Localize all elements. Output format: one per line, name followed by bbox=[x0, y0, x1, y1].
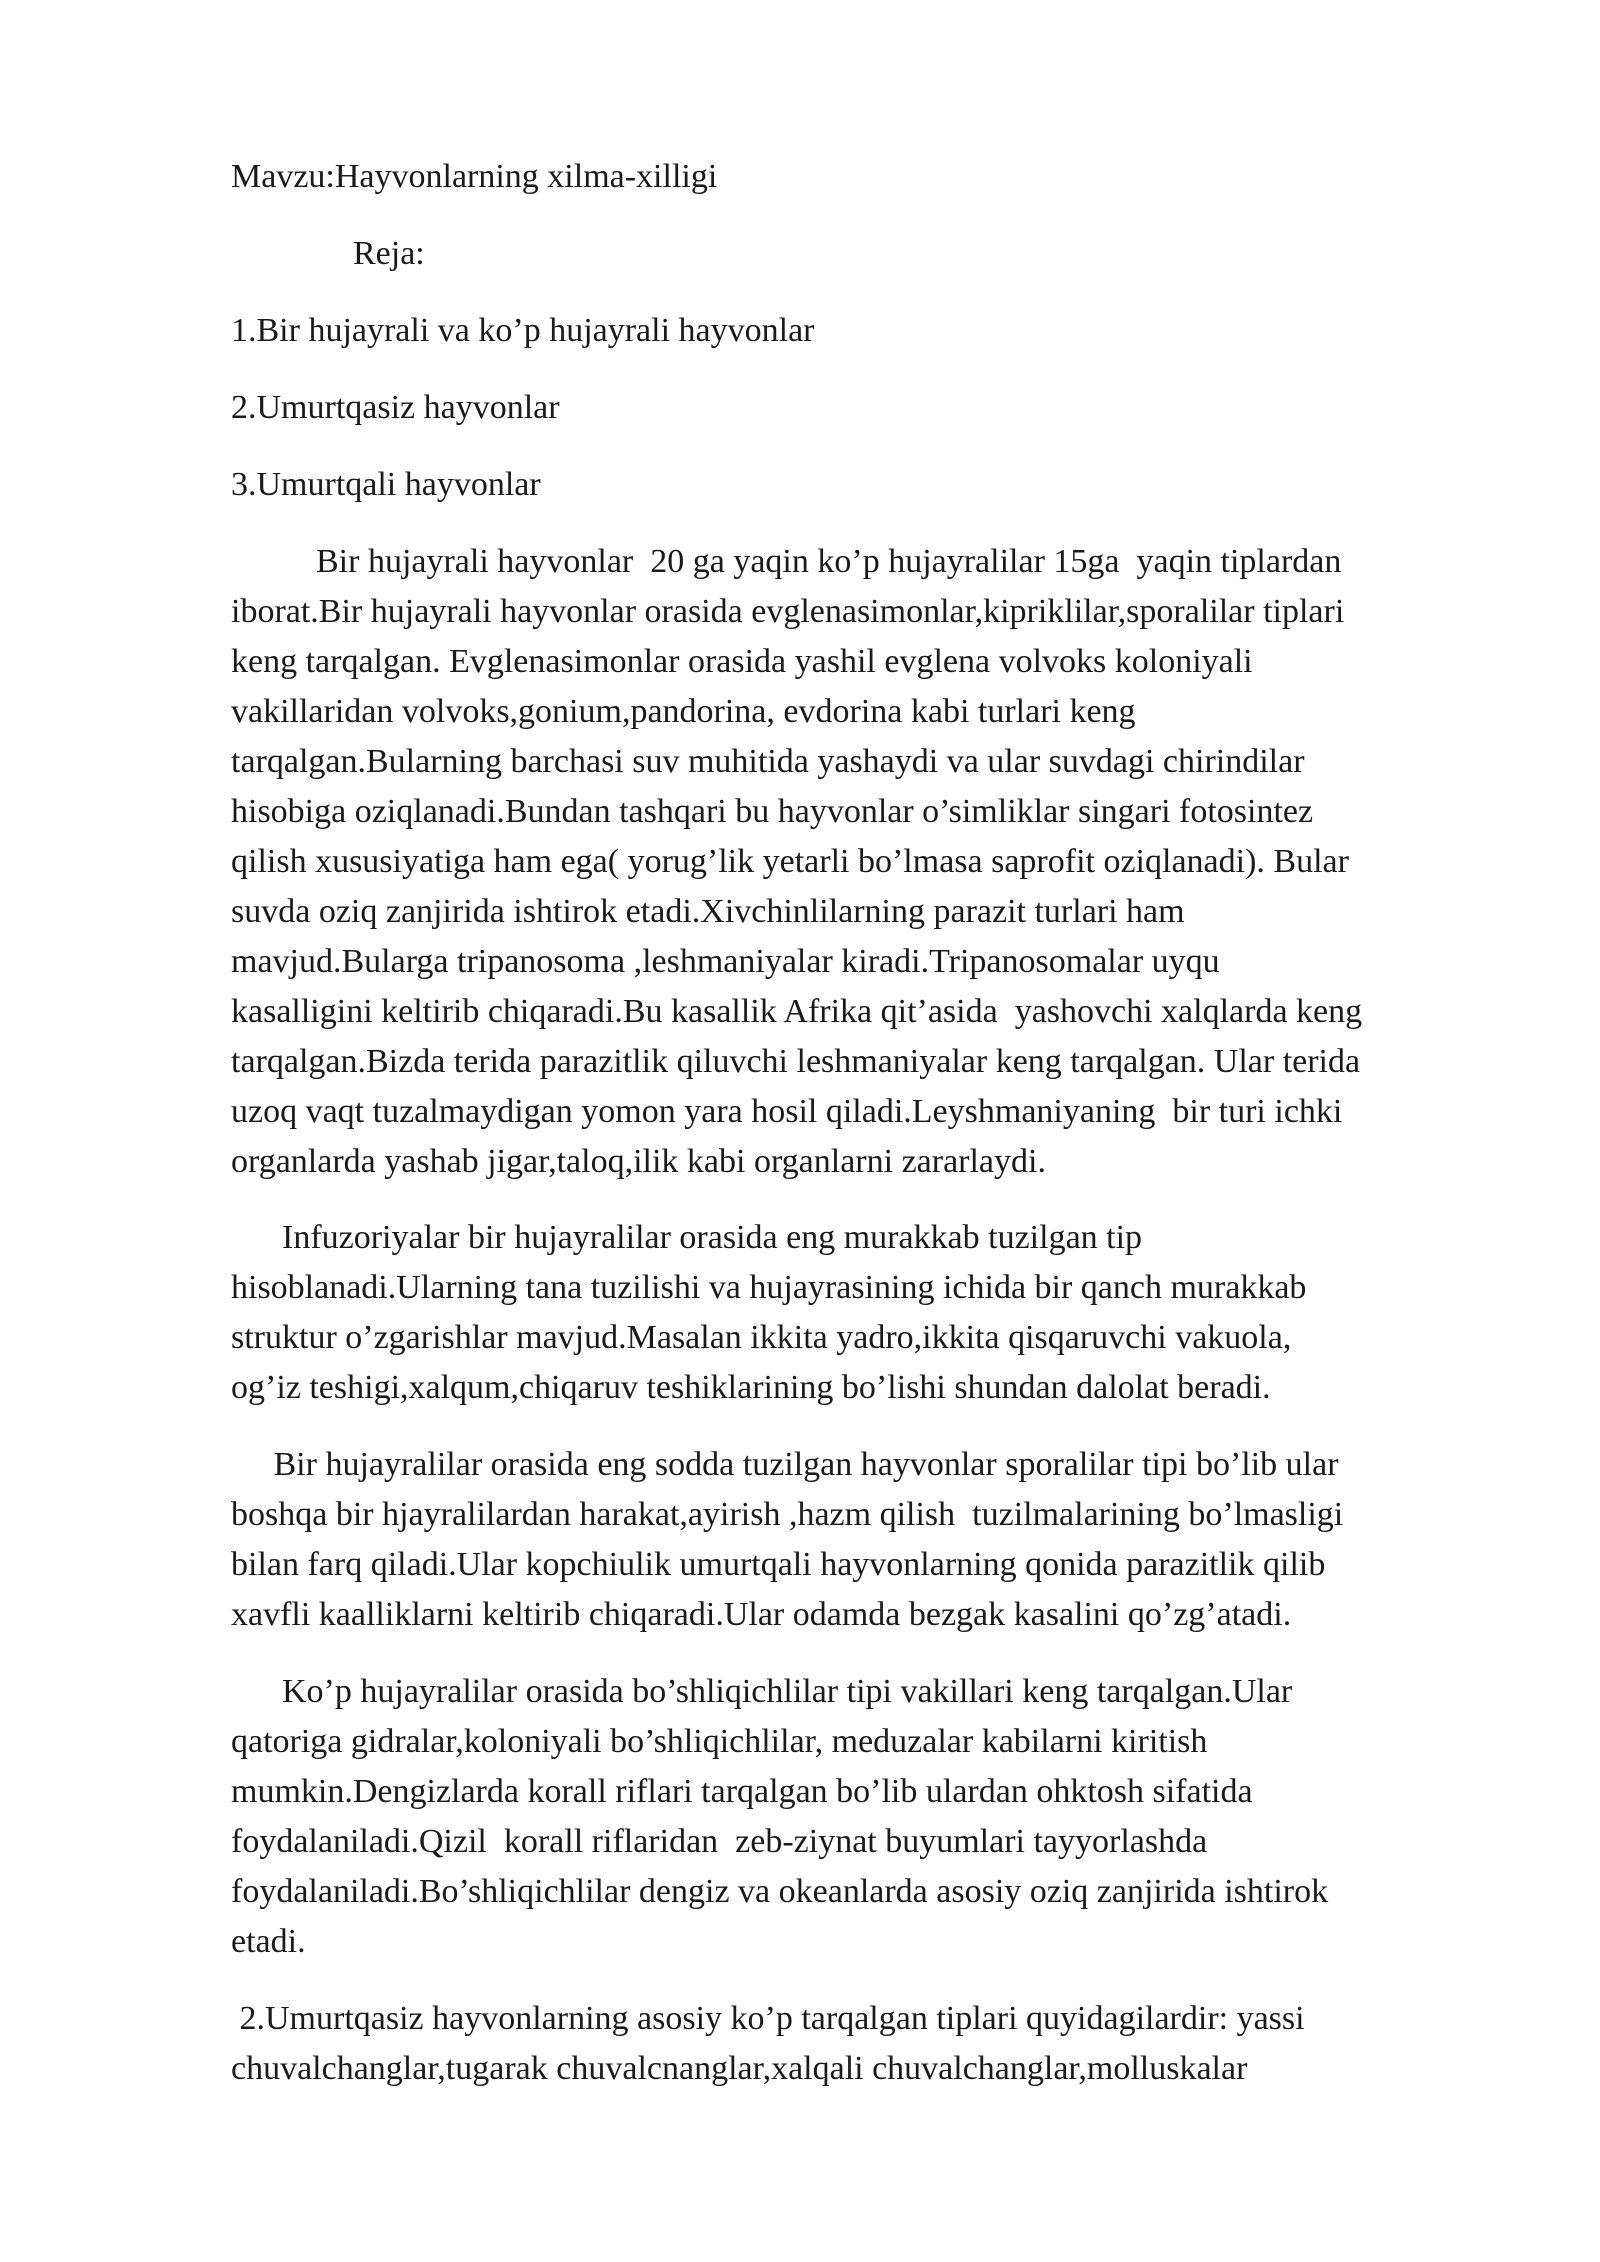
body-paragraph: Bir hujayralilar orasida eng sodda tuzilgan hayvonlar sporalilar tipi bo’lib ular boshqa bir hjayralilardan harakat,ayirish ,hazm qilish tuzilmalarining bo’lmasligi bilan farq qiladi.Ular kopchiulik umurtqali hayvonlarning qonida parazitlik qilib xavfli kaalliklarni keltirib chiqaradi.Ular odamda bezgak kasalini qo’zg’atadi. bbox=[231, 1446, 1344, 1633]
body-paragraph: 2.Umurtqasiz hayvonlarning asosiy ko’p tarqalgan tiplari quyidagilardir: yassi chuvalchanglar,tugarak chuvalcnanglar,xalqali chuvalchanglar,molluskalar bbox=[231, 2000, 1305, 2087]
plan-item: 1.Bir hujayrali va ko’p hujayrali hayvonlar bbox=[231, 312, 815, 349]
plan-heading: Reja: bbox=[353, 235, 425, 272]
body-paragraph: Ko’p hujayralilar orasida bo’shliqichlilar tipi vakillari keng tarqalgan.Ular qatoriga gidralar,koloniyali bo’shliqichlilar, meduzalar kabilarni kiritish mumkin.Dengizlarda korall riflari tarqalgan bo’lib ulardan ohktosh sifatida foydalaniladi.Qizil korall riflaridan zeb-ziynat buyumlari tayyorlashda foydalaniladi.Bo’shliqichlilar dengiz va okeanlarda asosiy oziq zanjirida ishtirok etadi. bbox=[231, 1673, 1329, 1960]
document-title: Mavzu:Hayvonlarning xilma-xilligi bbox=[231, 158, 718, 195]
body-paragraph: Bir hujayrali hayvonlar 20 ga yaqin ko’p hujayralilar 15ga yaqin tiplardan iborat.Bir hujayrali hayvonlar orasida evglenasimonlar,kipriklilar,sporalilar tiplari keng tarqalgan. Evglenasimonlar orasida yashil evglena volvoks koloniyali vakillaridan volvoks,gonium,pandorina, evdorina kabi turlari keng tarqalgan.Bularning barchasi suv muhitida yashaydi va ular suvdagi chirindilar hisobiga oziqlanadi.Bundan tashqari bu hayvonlar o’simliklar singari fotosintez qilish xususiyatiga ham ega( yorug’lik yetarli bo’lmasa saprofit oziqlanadi). Bular suvda oziq zanjirida ishtirok etadi.Xivchinlilarning parazit turlari ham mavjud.Bularga tripanosoma ,leshmaniyalar kiradi.Tripanosomalar uyqu kasalligini keltirib chiqaradi.Bu kasallik Afrika qit’asida yashovchi xalqlarda keng tarqalgan.Bizda terida parazitlik qiluvchi leshmaniyalar keng tarqalgan. Ular terida uzoq vaqt tuzalmaydigan yomon yara hosil qiladi.Leyshmaniyaning bir turi ichki organlarda yashab jigar,taloq,ilik kabi organlarni zararlaydi. bbox=[231, 543, 1363, 1180]
plan-item: 3.Umurtqali hayvonlar bbox=[231, 466, 541, 503]
body-paragraph: Infuzoriyalar bir hujayralilar orasida eng murakkab tuzilgan tip hisoblanadi.Ularning tana tuzilishi va hujayrasining ichida bir qanch murakkab struktur o’zgarishlar mavjud.Masalan ikkita yadro,ikkita qisqaruvchi vakuola, og’iz teshigi,xalqum,chiqaruv teshiklarining bo’lishi shundan dalolat beradi. bbox=[231, 1219, 1307, 1406]
plan-item: 2.Umurtqasiz hayvonlar bbox=[231, 389, 560, 426]
